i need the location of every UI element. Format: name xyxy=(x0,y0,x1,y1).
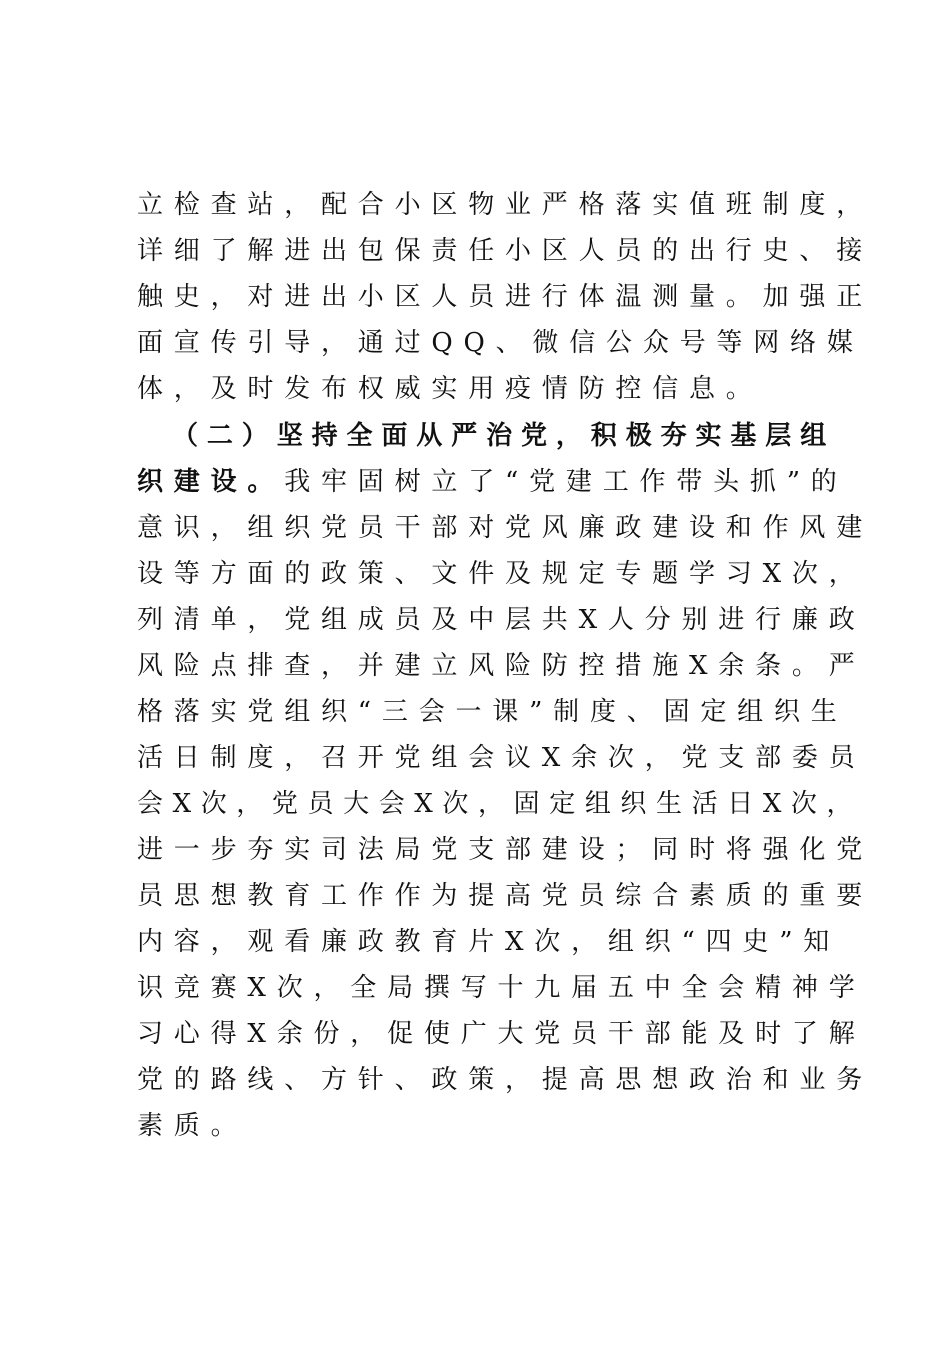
text-line xyxy=(137,459,848,505)
text-line: 体，及时发布权威实用疫情防控信息。 xyxy=(137,374,763,404)
text-line: 风险点排查，并建立风险防控措施X余条。严 xyxy=(137,651,866,681)
text-line: 触史，对进出小区人员进行体温测量。加强正 xyxy=(137,282,874,312)
text-line: 意识，组织党员干部对党风廉政建设和作风建 xyxy=(137,513,874,543)
text-line: 识竞赛X次，全局撰写十九届五中全会精神学 xyxy=(137,973,866,1003)
text-span: 我牢固树立了“党建工作带头抓”的 xyxy=(284,467,848,497)
text-line: 员思想教育工作作为提高党员综合素质的重要 xyxy=(137,881,874,911)
text-line: 设等方面的政策、文件及规定专题学习X次， xyxy=(137,559,866,589)
text-line: 立检查站，配合小区物业严格落实值班制度， xyxy=(137,190,874,220)
text-line: 内容，观看廉政教育片X次，组织“四史”知 xyxy=(137,927,841,957)
text-line: 进一步夯实司法局党支部建设；同时将强化党 xyxy=(137,835,874,865)
text-line: 活日制度，召开党组会议X余次，党支部委员 xyxy=(137,743,866,773)
text-line: 详细了解进出包保责任小区人员的出行史、接 xyxy=(137,236,874,266)
text-line: 习心得X余份，促使广大党员干部能及时了解 xyxy=(137,1019,866,1049)
text-line: 格落实党组织“三会一课”制度、固定组织生 xyxy=(137,697,848,727)
section-heading-end: 织建设。 xyxy=(137,467,285,497)
text-line: 会X次，党员大会X次，固定组织生活日X次， xyxy=(137,789,863,819)
text-line: 列清单，党组成员及中层共X人分别进行廉政 xyxy=(137,605,866,635)
text-line: 党的路线、方针、政策，提高思想政治和业务 xyxy=(137,1065,874,1095)
text-line: 面宣传引导，通过QQ、微信公众号等网络媒 xyxy=(137,328,864,358)
text-line: 素质。 xyxy=(137,1111,248,1141)
section-heading: （二）坚持全面从严治党，积极夯实基层组 xyxy=(172,421,836,451)
